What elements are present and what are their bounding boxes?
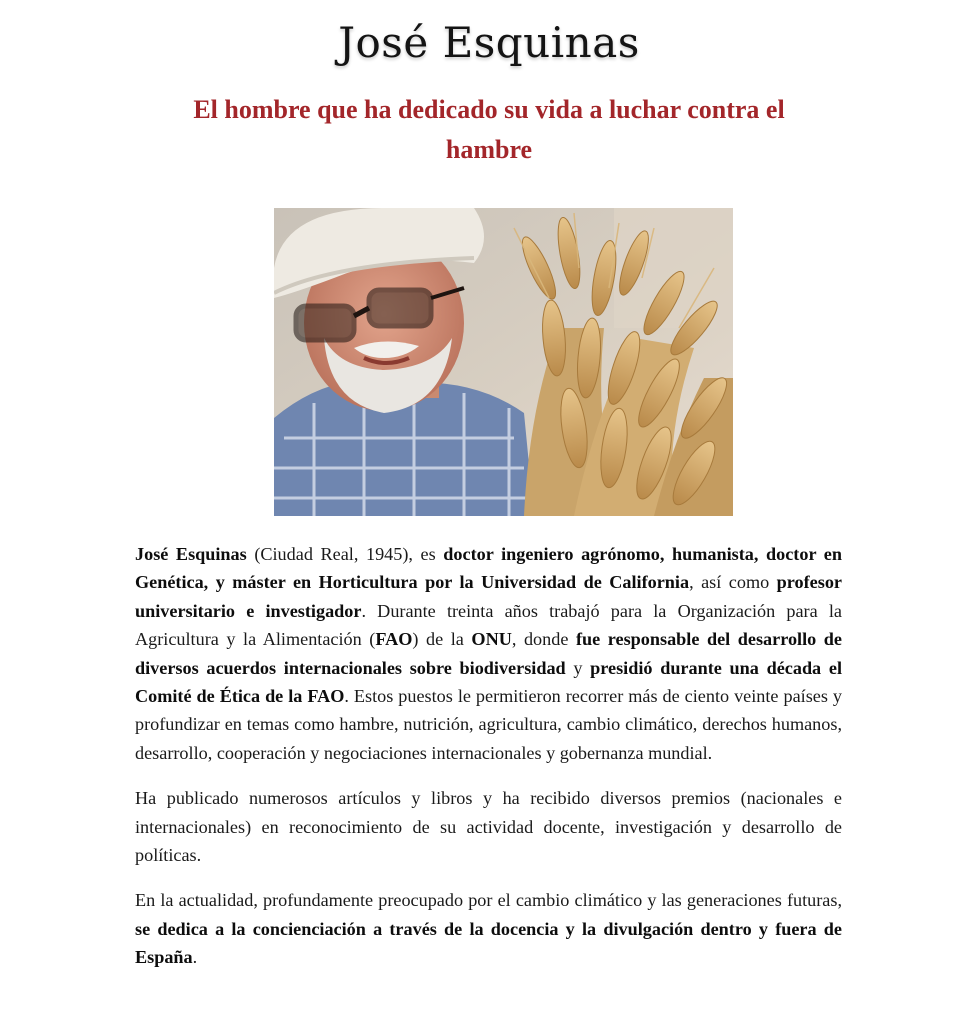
page-title: José Esquinas (338, 18, 640, 67)
text-run: Ha publicado numerosos artículos y libros y ha recibido diversos premios (nacionales e internacionales) en reconocimiento de su actividad docente, investigación y desarrollo de políticas. (135, 788, 842, 866)
text-run: (Ciudad Real, 1945), es (246, 544, 444, 564)
portrait-photo (274, 208, 733, 516)
bold-text: FAO (375, 629, 413, 650)
bold-text: José Esquinas (135, 544, 247, 564)
text-run: y (565, 657, 591, 678)
bold-text: presidió durante una década el Comité de Ética de la FAO (135, 657, 842, 707)
bio-paragraph (135, 886, 842, 971)
bold-text: ONU (471, 629, 512, 650)
text-run: En la actualidad, profundamente preocupado por el cambio climático y las generaciones futuras, (135, 890, 842, 911)
bold-text: fue responsable del desarrollo de diversos acuerdos internacionales sobre biodiversidad (135, 629, 842, 678)
page-subtitle: El hombre que ha dedicado su vida a luchar contra el hambre (193, 95, 785, 164)
text-run: , así como (689, 572, 777, 593)
text-run: ) de la (412, 629, 472, 650)
bold-text: doctor ingeniero agrónomo, humanista, doctor en Genética, y máster en Horticultura por la Universidad de California (135, 544, 842, 593)
bio-paragraph (135, 540, 842, 767)
text-run: . Durante treinta años trabajó para la Organización para la Agricultura y la Alimentación ( (135, 600, 842, 650)
biography-text (135, 540, 842, 989)
bold-text: se dedica a la concienciación a través de la docencia y la divulgación dentro y fuera de España (135, 918, 842, 968)
text-run: . (192, 947, 198, 968)
bio-paragraph (135, 784, 842, 869)
text-run: . Estos puestos le permitieron recorrer más de ciento veinte países y profundizar en temas como hambre, nutrición, agricultura, cambio climático, derechos humanos, desarrollo, cooperación y negociaciones internacionales y gobernanza mundial. (135, 686, 842, 763)
text-run: , donde (511, 629, 576, 650)
bold-text: profesor universitario e investigador (135, 572, 842, 621)
